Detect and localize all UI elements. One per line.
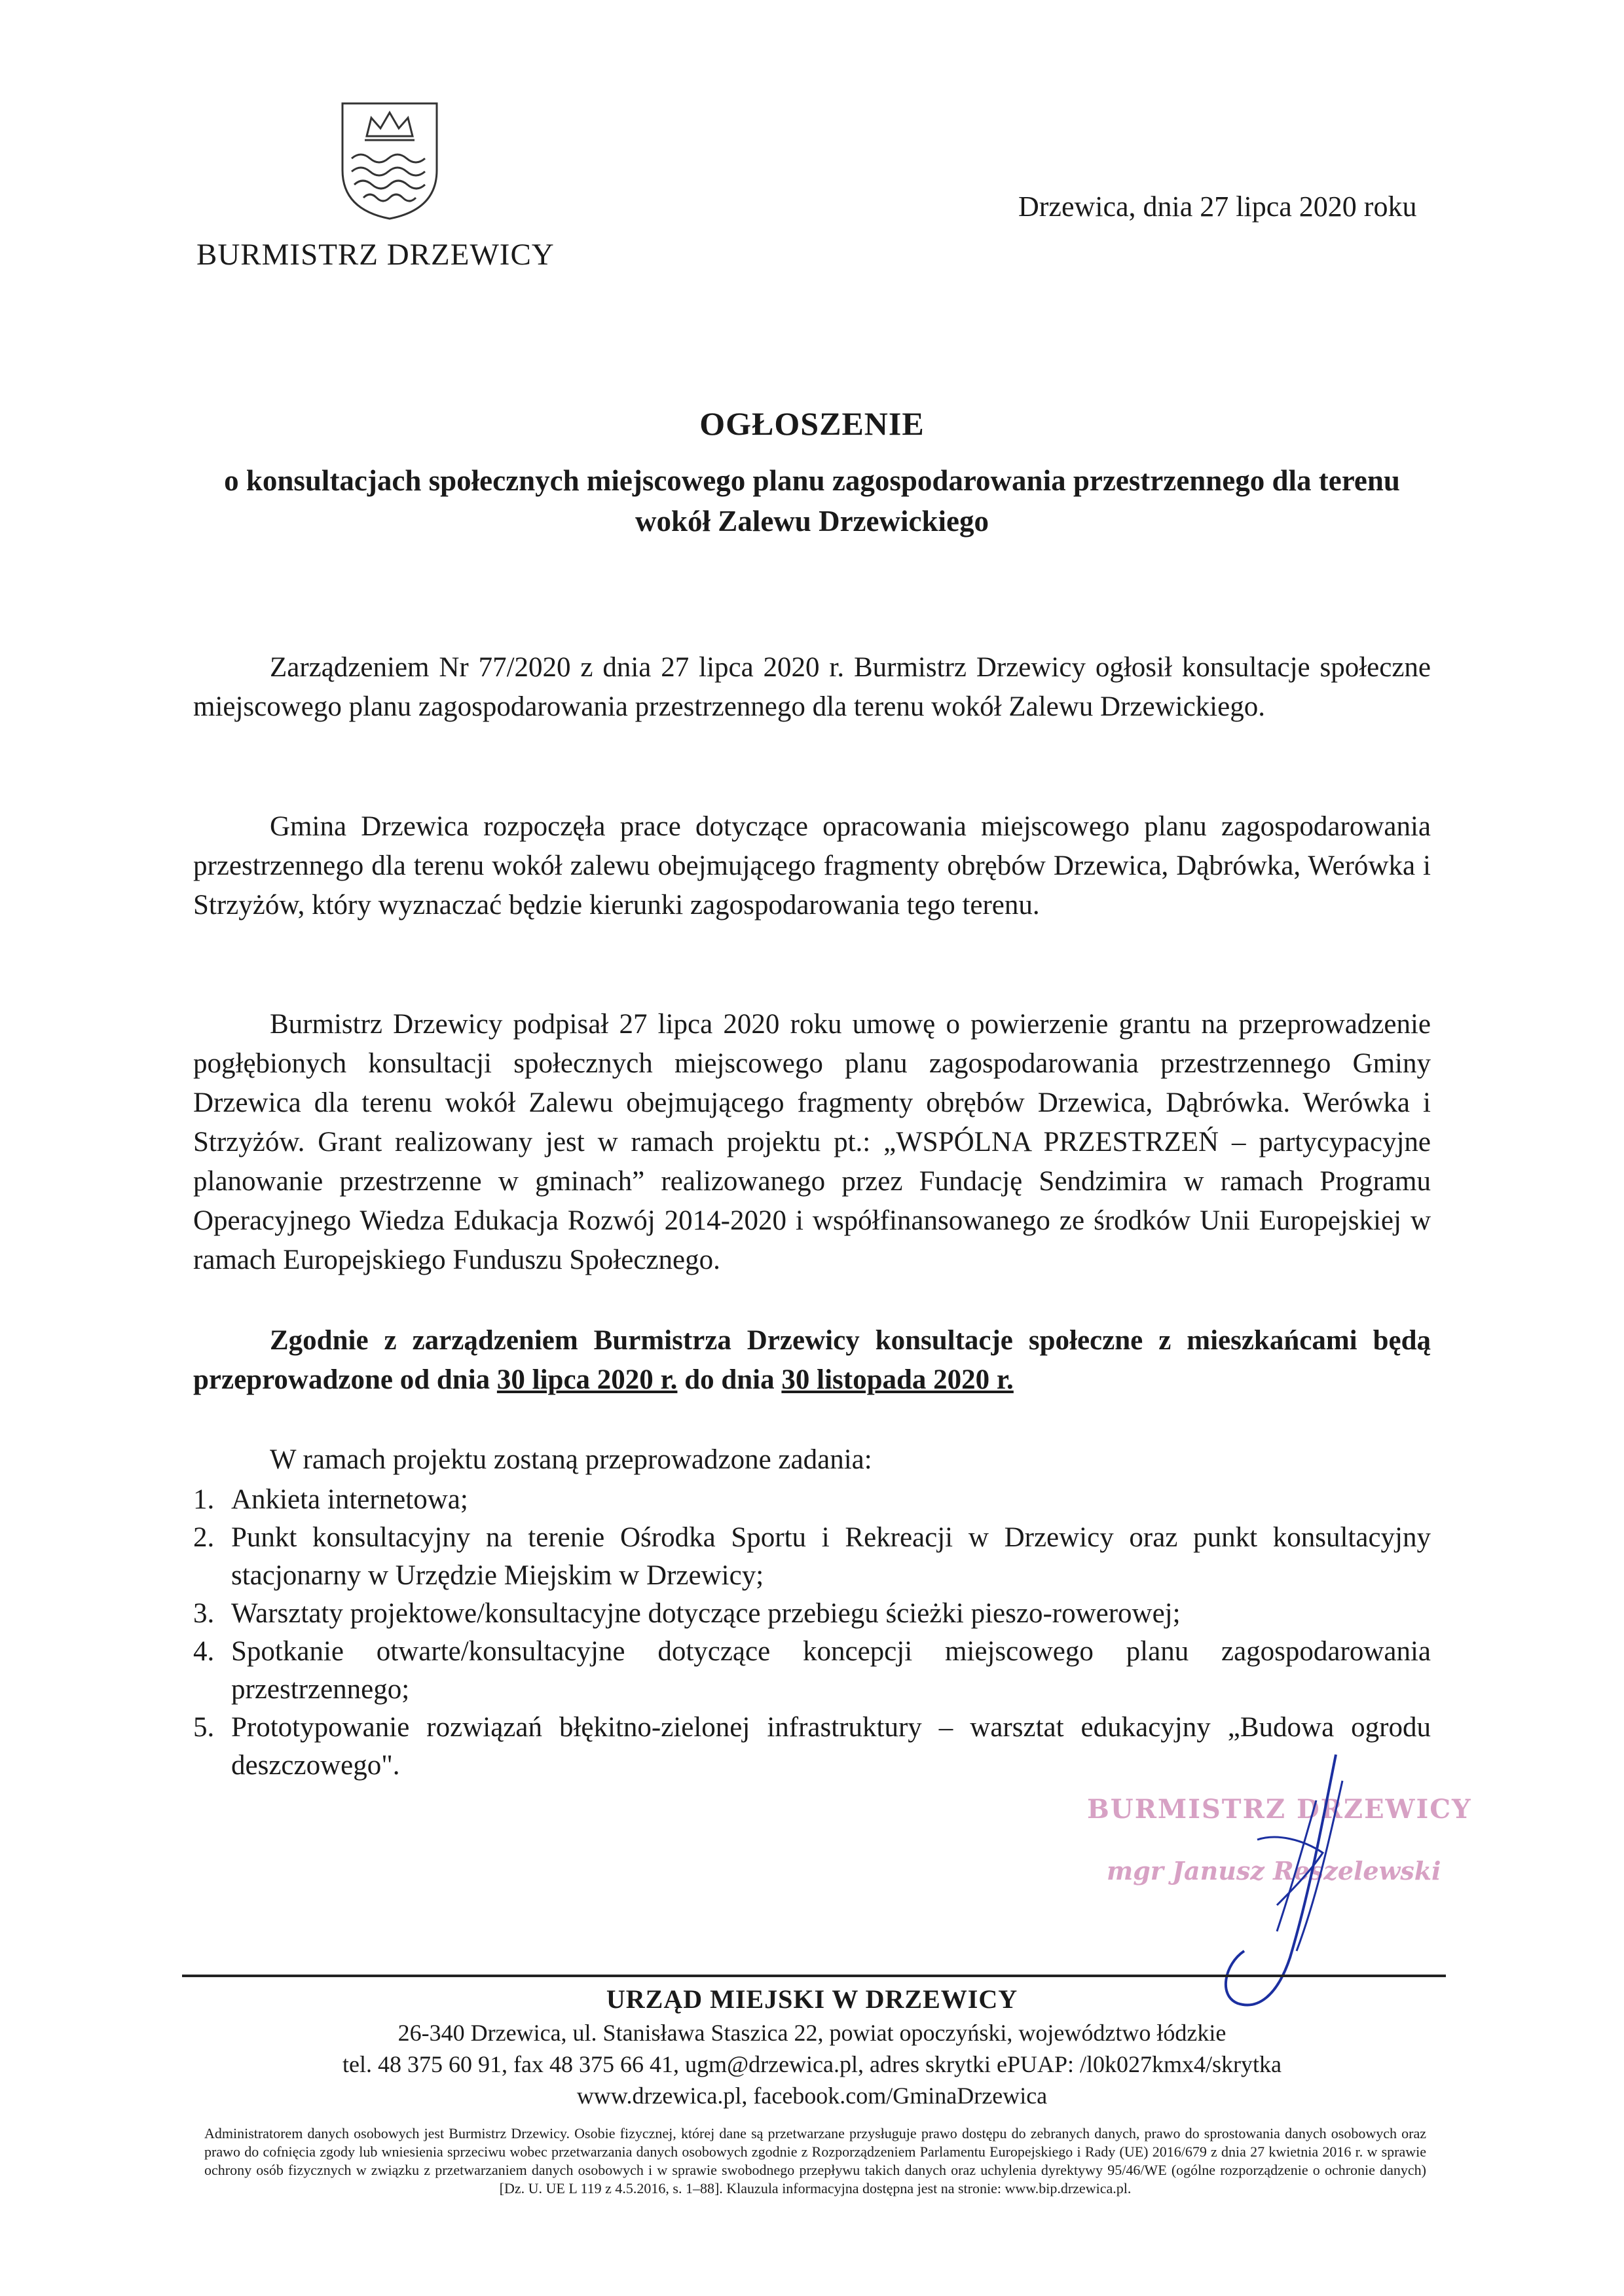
paragraph-consultation-dates: [193, 1321, 1431, 1400]
paragraph-plan-work: Gmina Drzewica rozpoczęła prace dotyczące opracowania miejscowego planu zagospodarowania przestrzennego dla terenu wokół zalewu obejmującego fragmenty obrębów Drzewica, Dąbrówka, Werówka i Strzyżów, który wyznaczać będzie kierunki zagospodarowania tego terenu.: [193, 811, 1431, 920]
dates-connector: do dnia: [677, 1364, 782, 1395]
crown-waves-crest-icon: [337, 98, 442, 223]
footer-web: www.drzewica.pl, facebook.com/GminaDrzewica: [576, 2083, 1048, 2109]
stamp-name: mgr Janusz Reszelewski: [1107, 1856, 1441, 1886]
tasks-intro: W ramach projektu zostaną przeprowadzone zadania:: [270, 1444, 872, 1475]
list-item-text: Ankieta internetowa;: [231, 1484, 468, 1515]
list-item-text: Warsztaty projektowe/konsultacyjne dotyczące przebiegu ścieżki pieszo-rowerowej;: [231, 1598, 1181, 1629]
list-item-number: 5.: [193, 1712, 215, 1743]
date-from: 30 lipca 2020 r.: [496, 1364, 678, 1395]
privacy-clause: Administratorem danych osobowych jest Burmistrz Drzewicy. Osobie fizycznej, której dane są przetwarzane przysługuje prawo dostępu do zebranych danych, prawo do sprostowania danych osobowych oraz prawo do cofnięcia zgody lub wniesienia sprzeciwu wobec przetwarzania danych osobowych zgodnie z Rozporządzeniem Parlamentu Europejskiego i Rady (UE) 2016/679 z dnia 27 kwietnia 2016 r. w sprawie ochrony osób fizycznych w związku z przetwarzaniem danych osobowych i w sprawie swobodnego przepływu takich danych oraz uchylenia dyrektywy 95/46/WE (ogólne rozporządzenie o ochronie danych) [Dz. U. UE L 119 z 4.5.2016, s. 1–88]. Klauzula informacyjna dostępna jest na stronie: www.bip.drzewica.pl.: [204, 2125, 1426, 2196]
stamp-title: BURMISTRZ DRZEWICY: [1087, 1794, 1472, 1825]
document-date: Drzewica, dnia 27 lipca 2020 roku: [1018, 191, 1417, 223]
footer-divider: [182, 1975, 1446, 1977]
list-item-number: 4.: [193, 1636, 215, 1667]
document-subtitle: o konsultacjach społecznych miejscowego planu zagospodarowania przestrzennego dla terenu wokół Zalewu Drzewickiego: [224, 464, 1400, 538]
footer-organization: URZĄD MIEJSKI W DRZEWICY: [606, 1984, 1018, 2014]
list-item-text: Spotkanie otwarte/konsultacyjne dotyczące koncepcji miejscowego planu zagospodarowania przestrzennego;: [231, 1636, 1431, 1705]
footer-contact: tel. 48 375 60 91, fax 48 375 66 41, ugm@drzewica.pl, adres skrytki ePUAP: /l0k027kmx4/skrytka: [342, 2051, 1282, 2077]
list-item: [193, 1595, 1431, 1633]
paragraph-grant: Burmistrz Drzewicy podpisał 27 lipca 2020 roku umowę o powierzenie grantu na przeprowadzenie pogłębionych konsultacji społecznych miejscowego planu zagospodarowania przestrzennego Gminy Drzewica dla terenu wokół Zalewu obejmującego fragmenty obrębów Drzewica, Dąbrówka. Werówka i Strzyżów. Grant realizowany jest w ramach projektu pt.: „WSPÓLNA PRZESTRZEŃ – partycypacyjne planowanie przestrzenne w gminach” realizowanego przez Fundację Sendzimira w ramach Programu Operacyjnego Wiedza Edukacja Rozwój 2014-2020 i współfinansowanego ze środków Unii Europejskiej w ramach Europejskiego Funduszu Społecznego.: [193, 1009, 1431, 1275]
document-title: OGŁOSZENIE: [699, 405, 925, 442]
list-item-text: Prototypowanie rozwiązań błękitno-zielonej infrastruktury – warsztat edukacyjny „Budowa ogrodu deszczowego".: [231, 1712, 1431, 1781]
date-to: 30 listopada 2020 r.: [781, 1364, 1014, 1395]
list-item-number: 2.: [193, 1522, 215, 1553]
list-item: [193, 1633, 1431, 1709]
list-item: [193, 1519, 1431, 1595]
issuer-name: BURMISTRZ DRZEWICY: [196, 238, 555, 272]
paragraph-decree: Zarządzeniem Nr 77/2020 z dnia 27 lipca 2020 r. Burmistrz Drzewicy ogłosił konsultacje społeczne miejscowego planu zagospodarowania przestrzennego dla terenu wokół Zalewu Drzewickiego.: [193, 652, 1431, 722]
tasks-list: [193, 1481, 1431, 1785]
list-item-number: 3.: [193, 1598, 215, 1629]
list-item: [193, 1481, 1431, 1519]
footer-address: 26-340 Drzewica, ul. Stanisława Staszica 22, powiat opoczyński, województwo łódzkie: [397, 2020, 1227, 2046]
list-item-text: Punkt konsultacyjny na terenie Ośrodka Sportu i Rekreacji w Drzewicy oraz punkt konsultacyjny stacjonarny w Urzędzie Miejskim w Drzewicy;: [231, 1522, 1431, 1591]
dates-lead-text: Zgodnie z zarządzeniem Burmistrza Drzewicy konsultacje społeczne z mieszkańcami będą przeprowadzone od dnia: [193, 1325, 1431, 1395]
list-item-number: 1.: [193, 1484, 215, 1515]
